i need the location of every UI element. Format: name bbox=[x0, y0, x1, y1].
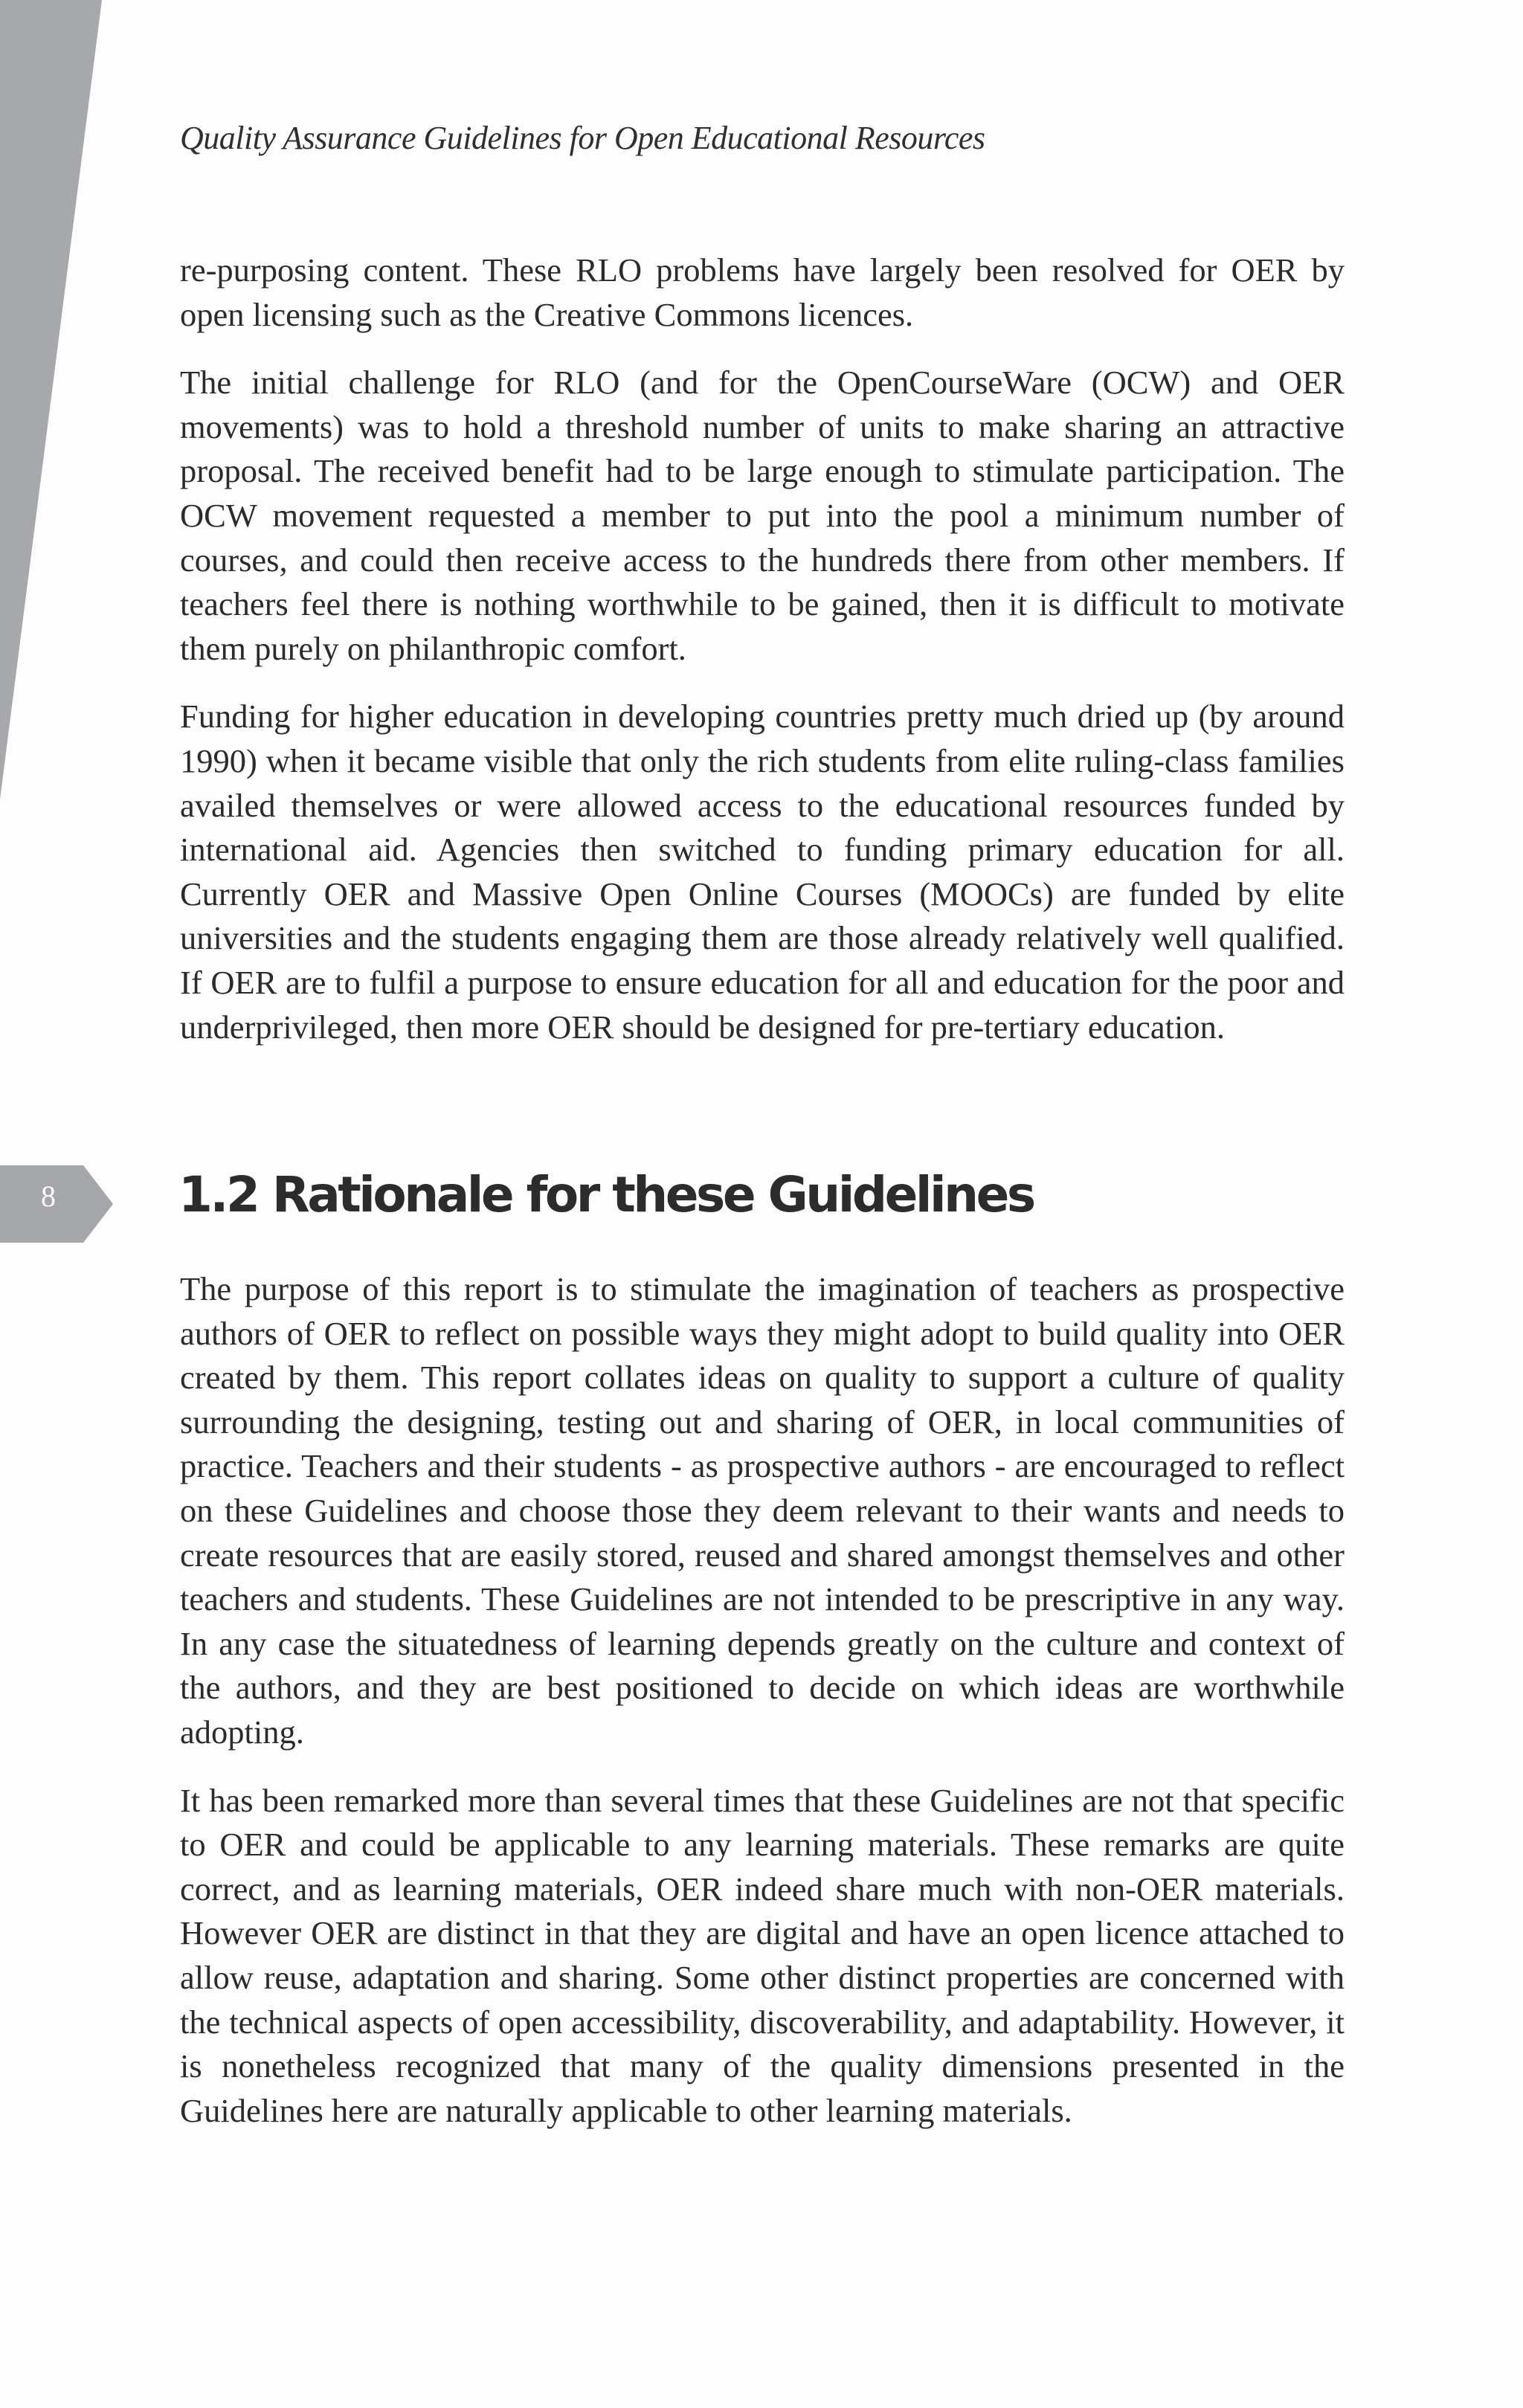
paragraph: It has been remarked more than several times that these Guidelines are not that specific to OER and could be applicable to any learning materials. These remarks are quite correct, and as learning materials, OER indeed share much with non-OER materials. However OER are distinct in that they are digital and have an open licence attached to allow reuse, adaptation and sharing. Some other distinct properties are concerned with the technical aspects of open accessibility, discoverability, and adaptability. However, it is nonetheless recognized that many of the quality dimensions presented in the Guidelines here are naturally applicable to other learning materials. bbox=[180, 1781, 1345, 2129]
section-heading: 1.2 Rationale for these Guidelines bbox=[178, 1166, 1034, 1223]
side-band-shape bbox=[0, 0, 102, 799]
body-text-section bbox=[180, 1267, 1345, 2157]
page-number: 8 bbox=[41, 1179, 56, 1213]
body-text-top bbox=[180, 248, 1345, 1073]
paragraph: The purpose of this report is to stimulate the imagination of teachers as prospective authors of OER to reflect on possible ways they might adopt to build quality into OER created by them. This report collates ideas on quality to support a culture of quality surrounding the designing, testing out and sharing of OER, in local communities of practice. Teachers and their students - as prospective authors - are encouraged to reflect on these Guidelines and choose those they deem relevant to their wants and needs to create resources that are easily stored, reused and shared amongst themselves and other teachers and students. These Guidelines are not intended to be prescriptive in any way. In any case the situatedness of learning depends greatly on the culture and context of the authors, and they are best positioned to decide on which ideas are worthwhile adopting. bbox=[180, 1270, 1345, 1751]
paragraph: re-purposing content. These RLO problems have largely been resolved for OER by open licensing such as the Creative Commons licences. bbox=[180, 251, 1345, 333]
paragraph: The initial challenge for RLO (and for the OpenCourseWare (OCW) and OER movements) was to hold a threshold number of units to make sharing an attractive proposal. The received benefit had to be large enough to stimulate participation. The OCW movement requested a member to put into the pool a minimum number of courses, and could then receive access to the hundreds there from other members. If teachers feel there is nothing worthwhile to be gained, then it is difficult to motivate them purely on philanthropic comfort. bbox=[180, 364, 1345, 667]
running-header: Quality Assurance Guidelines for Open Educational Resources bbox=[180, 120, 985, 156]
paragraph: Funding for higher education in developing countries pretty much dried up (by around 1990) when it became visible that only the rich students from elite ruling-class families availed themselves or were allowed access to the educational resources funded by international aid. Agencies then switched to funding primary education for all. Currently OER and Massive Open Online Courses (MOOCs) are funded by elite universities and the students engaging them are those already relatively well qualified. If OER are to fulfil a purpose to ensure education for all and education for the poor and underprivileged, then more OER should be designed for pre-tertiary education. bbox=[180, 698, 1345, 1046]
